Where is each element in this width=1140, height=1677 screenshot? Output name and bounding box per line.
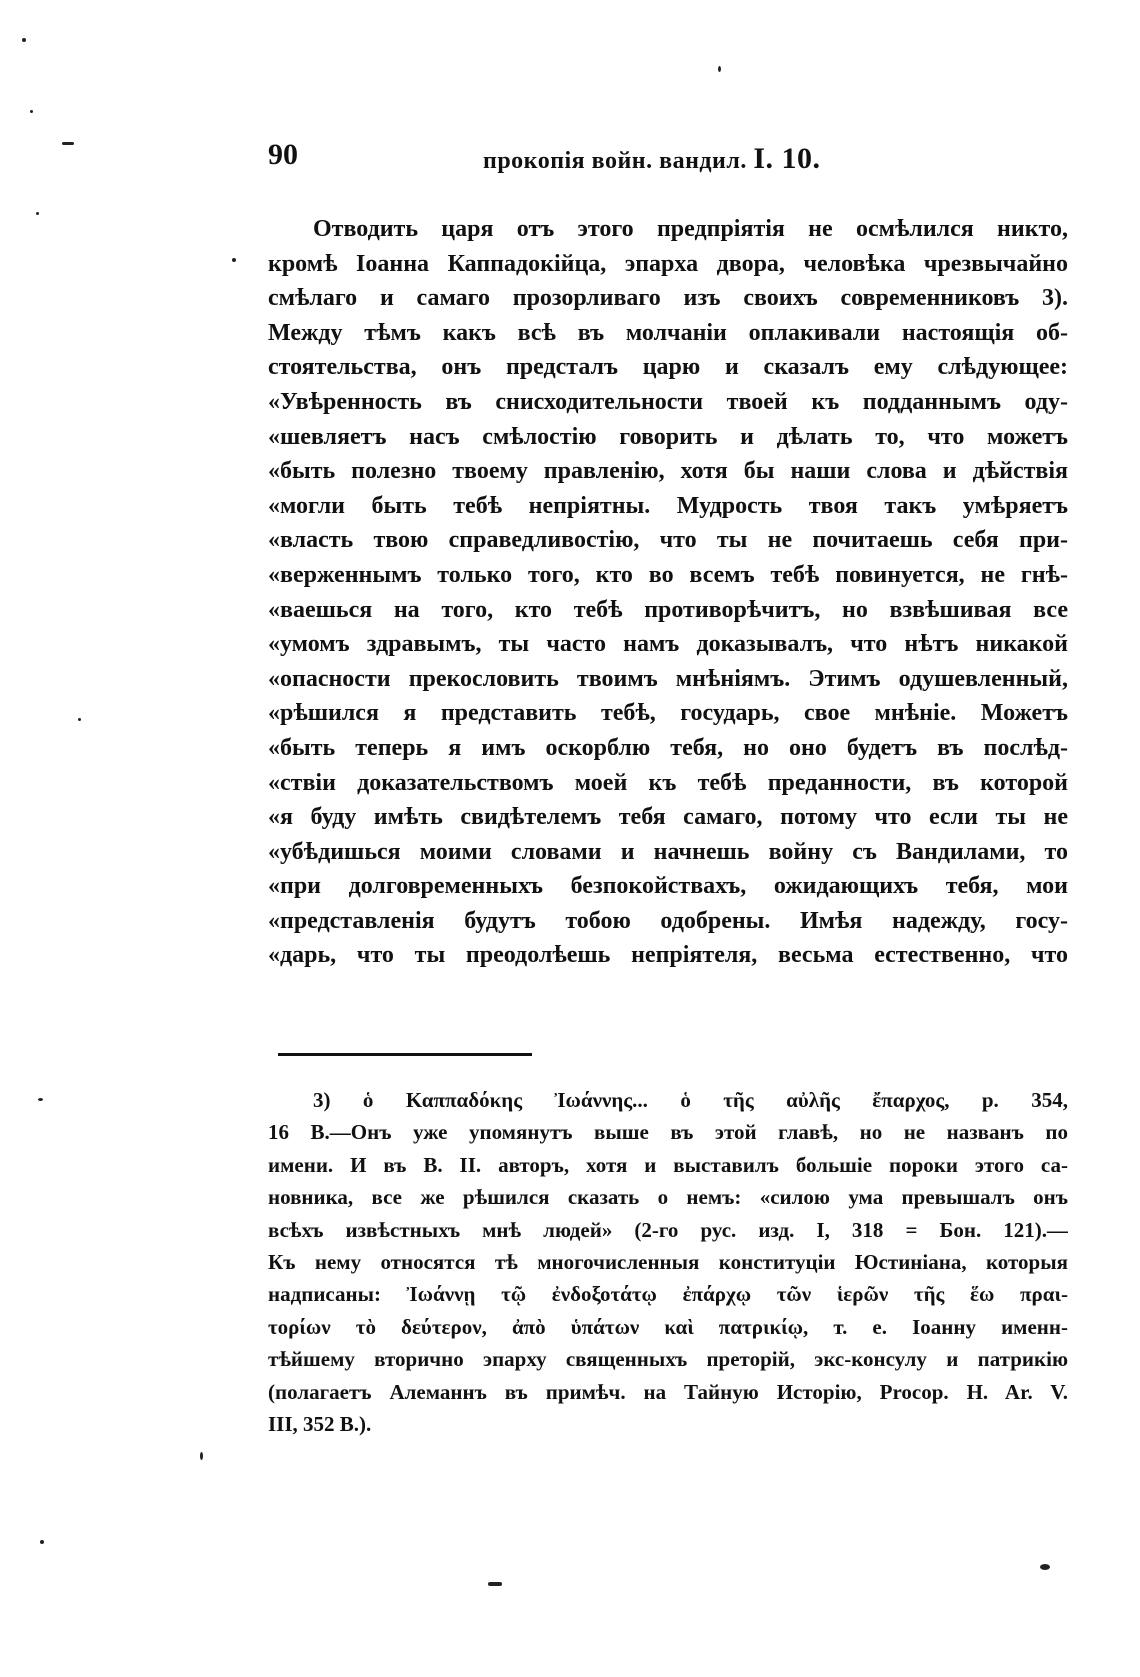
scan-speck — [40, 1540, 44, 1544]
body-line: «верженнымъ только того, кто во всемъ тебѣ повинуется, не гнѣ- — [268, 561, 1068, 588]
scan-speck — [30, 110, 33, 113]
scan-speck — [200, 1452, 203, 1460]
body-line: стоятельства, онъ предсталъ царю и сказалъ ему слѣдующее: — [268, 354, 1068, 381]
footnote-line: 3) ὁ Καππαδόκης Ἰωάννης... ὁ τῆς αὐλῆς ἔπαρχος, p. 354, — [313, 1088, 1068, 1112]
body-line: «могли быть тебѣ непріятны. Мудрость твоя такъ умѣряетъ — [268, 492, 1068, 519]
body-line: «шевляетъ насъ смѣлостію говорить и дѣлать то, что можетъ — [268, 423, 1068, 450]
body-text — [268, 212, 1068, 973]
body-line: «я буду имѣть свидѣтелемъ тебя самаго, потому что если ты не — [268, 804, 1068, 831]
footnote-line: имени. И въ В. II. авторъ, хотя и выставилъ большіе пороки этого са- — [268, 1152, 1068, 1177]
body-line: «ваешься на того, кто тебѣ противорѣчитъ, но взвѣшивая все — [268, 596, 1068, 623]
footnote-line: надписаны: Ἰωάννῃ τῷ ἐνδοξοτάτῳ ἐπάρχῳ τῶν ἱερῶν τῆς ἕω πραι- — [268, 1282, 1068, 1307]
scan-speck — [62, 142, 74, 145]
scan-speck — [718, 66, 721, 72]
body-line: «быть теперь я имъ оскорблю тебя, но оно будетъ въ послѣд- — [268, 734, 1068, 761]
body-line: «умомъ здравымъ, ты часто намъ доказывалъ, что нѣтъ никакой — [268, 631, 1068, 658]
footnote-line: тѣйшему вторично эпарху священныхъ преторій, экс-консулу и патрикію — [268, 1347, 1068, 1372]
footnote-line: новника, все же рѣшился сказать о немъ: «силою ума превышалъ онъ — [268, 1185, 1068, 1210]
footnote-line: 16 B.—Онъ уже упомянутъ выше въ этой главѣ, но не названъ по — [268, 1120, 1068, 1145]
running-title-part: I. 10. — [753, 142, 821, 175]
scan-speck — [488, 1582, 502, 1586]
footnote-line: всѣхъ извѣстныхъ мнѣ людей» (2-го рус. изд. I, 318 = Бон. 121).— — [268, 1217, 1068, 1242]
body-line: «при долговременныхъ безпокойствахъ, ожидающихъ тебя, мои — [268, 873, 1068, 900]
scan-speck — [232, 258, 236, 262]
body-line: «представленія будутъ тобою одобрены. Имѣя надежду, госу- — [268, 907, 1068, 934]
scan-speck — [36, 212, 39, 215]
body-line: «убѣдишься моими словами и начнешь войну съ Вандилами, то — [268, 838, 1068, 865]
footnotes — [268, 1084, 1068, 1440]
body-line: «рѣшился я представить тебѣ, государь, свое мнѣніе. Можетъ — [268, 700, 1068, 727]
running-title-text: прокопія войн. вандил. — [483, 148, 747, 174]
body-line: «дарь, что ты преодолѣешь непріятеля, весьма естественно, что — [268, 942, 1068, 969]
footnote-line: (полагаетъ Алеманнъ въ примѣч. на Тайную Исторію, Procop. H. Ar. V. — [268, 1379, 1068, 1404]
page-number: 90 — [268, 138, 298, 171]
footnote-separator — [278, 1053, 532, 1056]
scan-speck — [22, 38, 26, 42]
body-line: «ствіи доказательствомъ моей къ тебѣ преданности, въ которой — [268, 769, 1068, 796]
footnote-line: III, 352 B.). — [268, 1411, 372, 1436]
body-line: «опасности прекословить твоимъ мнѣніямъ. Этимъ одушевленный, — [268, 665, 1068, 692]
body-line: смѣлаго и самаго прозорливаго изъ своихъ современниковъ 3). — [268, 285, 1068, 312]
body-line: «власть твою справедливостію, что ты не почитаешь себя при- — [268, 527, 1068, 554]
footnote-line: Къ нему относятся тѣ многочисленныя конституціи Юстиніана, которыя — [268, 1249, 1068, 1274]
body-line: Между тѣмъ какъ всѣ въ молчаніи оплакивали настоящія об- — [268, 319, 1068, 346]
footnote-line: τορίων τὸ δεύτερον, ἀπὸ ὑπάτων καὶ πατρικίῳ, т. е. Іоанну именн- — [268, 1314, 1068, 1339]
body-line: «Увѣренность въ снисходительности твоей къ подданнымъ оду- — [268, 388, 1068, 415]
running-head — [268, 138, 1068, 182]
scan-speck — [78, 718, 81, 721]
running-title — [483, 142, 821, 176]
scan-speck — [1040, 1564, 1050, 1570]
scan-speck — [38, 1098, 43, 1101]
body-line: «быть полезно твоему правленію, хотя бы наши слова и дѣйствія — [268, 458, 1068, 485]
body-line: кромѣ Іоанна Каппадокійца, эпарха двора, человѣка чрезвычайно — [268, 250, 1068, 277]
body-line: Отводить царя отъ этого предпріятія не осмѣлился никто, — [313, 216, 1068, 242]
